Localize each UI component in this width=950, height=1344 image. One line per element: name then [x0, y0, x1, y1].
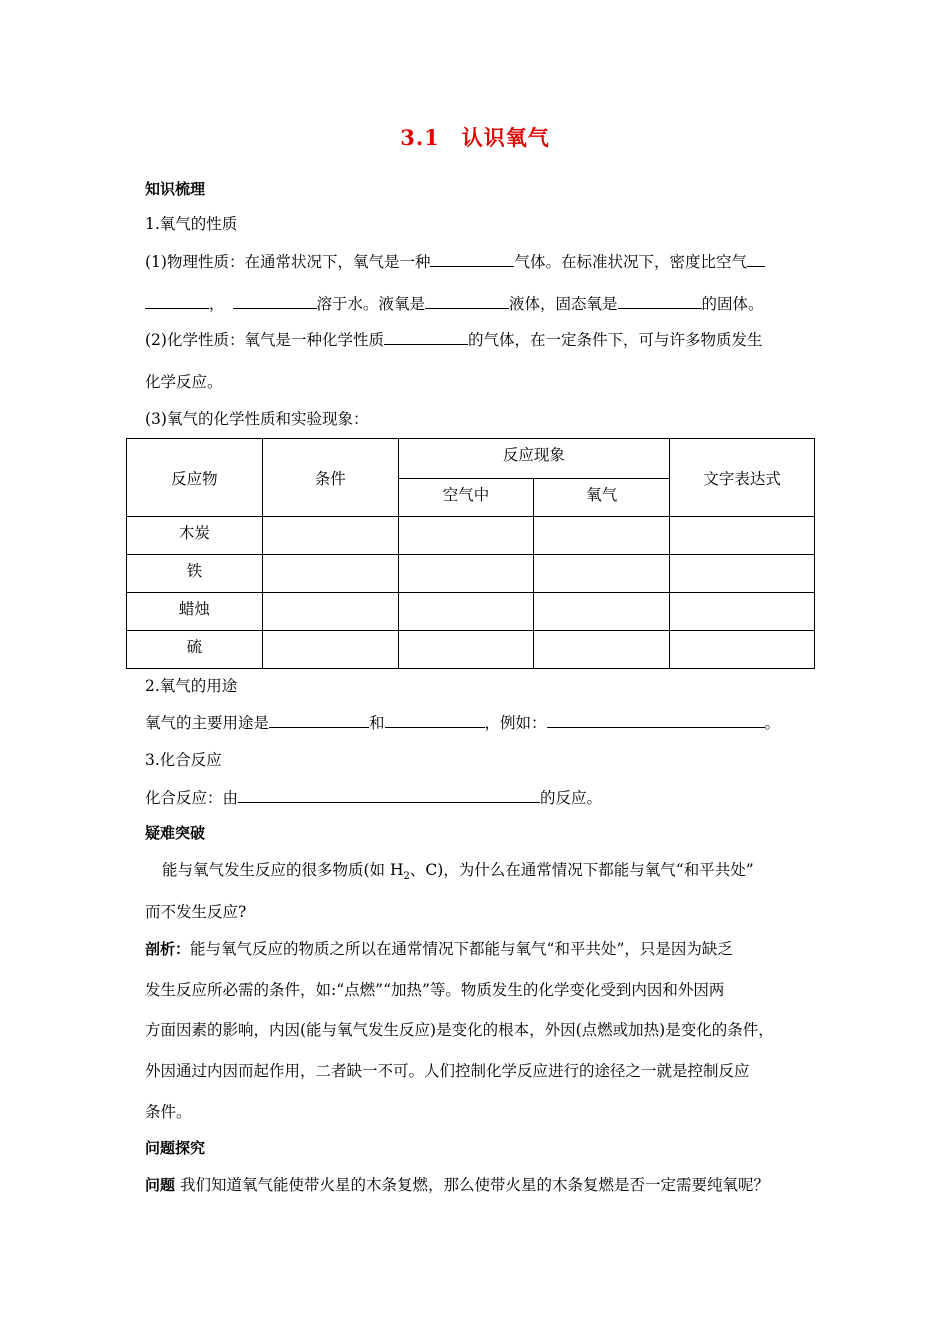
uses-line	[145, 711, 780, 733]
text-segment: 氧气的主要用途是	[145, 714, 270, 732]
item2-heading: 2.氧气的用途	[145, 677, 238, 695]
row-reactant: 蜡烛	[127, 593, 263, 631]
text-segment: ，	[209, 295, 225, 313]
header-expression: 文字表达式	[670, 439, 815, 517]
page-title: 3.1 认识氧气	[400, 125, 550, 150]
section-knowledge-heading: 知识梳理	[145, 180, 206, 198]
analysis-line-3: 方面因素的影响，内因(能与氧气发生反应)是变化的根本，外因(点燃或加热)是变化的条件，	[145, 1021, 774, 1039]
table-cell	[398, 555, 534, 593]
section-inquiry-heading: 问题探究	[145, 1139, 206, 1157]
analysis-line-1	[145, 937, 733, 959]
text-segment: 的气体，在一定条件下，可与许多物质发生	[467, 331, 763, 349]
fill-blank	[618, 294, 702, 309]
table-cell	[670, 517, 815, 555]
row-reactant: 木炭	[127, 517, 263, 555]
combination-line	[145, 786, 602, 808]
physical-property-line	[145, 250, 765, 272]
fill-blank	[425, 294, 509, 309]
fill-blank	[747, 252, 765, 267]
physical-property-line-2	[145, 292, 764, 314]
analysis-line-2: 发生反应所必需的条件，如:“点燃”“加热”等。物质发生的化学变化受到内因和外因两	[145, 981, 725, 999]
text-segment: 的反应。	[540, 789, 603, 807]
inquiry-label: 问题	[145, 1176, 176, 1194]
table-cell	[262, 517, 398, 555]
table-cell	[670, 555, 815, 593]
text-segment: 能与氧气反应的物质之所以在通常情况下都能与氧气“和平共处”，只是因为缺乏	[190, 940, 733, 958]
text-segment: 液体，固态氧是	[509, 295, 618, 313]
table-cell	[262, 593, 398, 631]
row-reactant: 铁	[127, 555, 263, 593]
table-cell	[534, 517, 670, 555]
table-cell	[534, 631, 670, 669]
text-segment: 化合反应：由	[145, 789, 239, 807]
subscript: 2	[403, 871, 410, 883]
table-cell	[670, 631, 815, 669]
table-cell	[262, 555, 398, 593]
fill-blank	[384, 330, 468, 345]
item3-heading: 3.化合反应	[145, 751, 222, 769]
chemical-property-line	[145, 328, 762, 350]
text-segment: 的固体。	[701, 295, 764, 313]
table-cell	[398, 517, 534, 555]
header-reactant: 反应物	[127, 439, 263, 517]
text-segment: 我们知道氧气能使带火星的木条复燃，那么使带火星的木条复燃是否一定需要纯氧呢？	[179, 1176, 769, 1194]
row-reactant: 硫	[127, 631, 263, 669]
difficulty-question-line-2: 而不发生反应?	[145, 903, 247, 921]
analysis-label: 剖析：	[145, 940, 191, 958]
text-segment: (1)物理性质：在通常状况下，氧气是一种	[145, 253, 431, 271]
analysis-line-4: 外因通过内因而起作用，二者缺一不可。人们控制化学反应进行的途径之一就是控制反应	[145, 1062, 750, 1080]
table-cell	[398, 631, 534, 669]
text-segment: 气体。在标准状况下，密度比空气	[514, 253, 747, 271]
text-segment: (2)化学性质：氧气是一种化学性质	[145, 331, 384, 349]
text-segment: 。	[764, 714, 781, 732]
text-segment: 和	[369, 714, 385, 732]
table-caption: (3)氧气的化学性质和实验现象：	[145, 410, 369, 428]
fill-blank	[145, 294, 209, 309]
inquiry-question-line	[145, 1173, 769, 1195]
table-cell	[670, 593, 815, 631]
analysis-line-5: 条件。	[145, 1103, 192, 1121]
fill-blank	[238, 788, 540, 803]
chemical-property-line-2: 化学反应。	[145, 373, 223, 391]
section-difficulty-heading: 疑难突破	[145, 824, 206, 842]
table-cell	[534, 593, 670, 631]
item1-heading: 1.氧气的性质	[145, 215, 238, 233]
text-segment: 、C)，为什么在通常情况下都能与氧气“和平共处”	[409, 861, 754, 879]
header-phenomenon: 反应现象	[398, 439, 670, 479]
header-oxygen: 氧气	[534, 478, 670, 517]
fill-blank	[269, 713, 369, 728]
header-condition: 条件	[262, 439, 398, 517]
table-cell	[534, 555, 670, 593]
header-air: 空气中	[398, 478, 534, 517]
text-segment: 能与氧气发生反应的很多物质(如 H	[162, 861, 404, 879]
table-cell	[398, 593, 534, 631]
fill-blank	[385, 713, 485, 728]
text-segment: ，例如：	[484, 714, 547, 732]
difficulty-question-line	[162, 858, 754, 882]
fill-blank	[233, 294, 317, 309]
text-segment: 溶于水。液氧是	[316, 295, 426, 313]
table-cell	[262, 631, 398, 669]
fill-blank	[430, 252, 514, 267]
fill-blank	[547, 713, 765, 728]
reaction-table	[126, 438, 815, 669]
